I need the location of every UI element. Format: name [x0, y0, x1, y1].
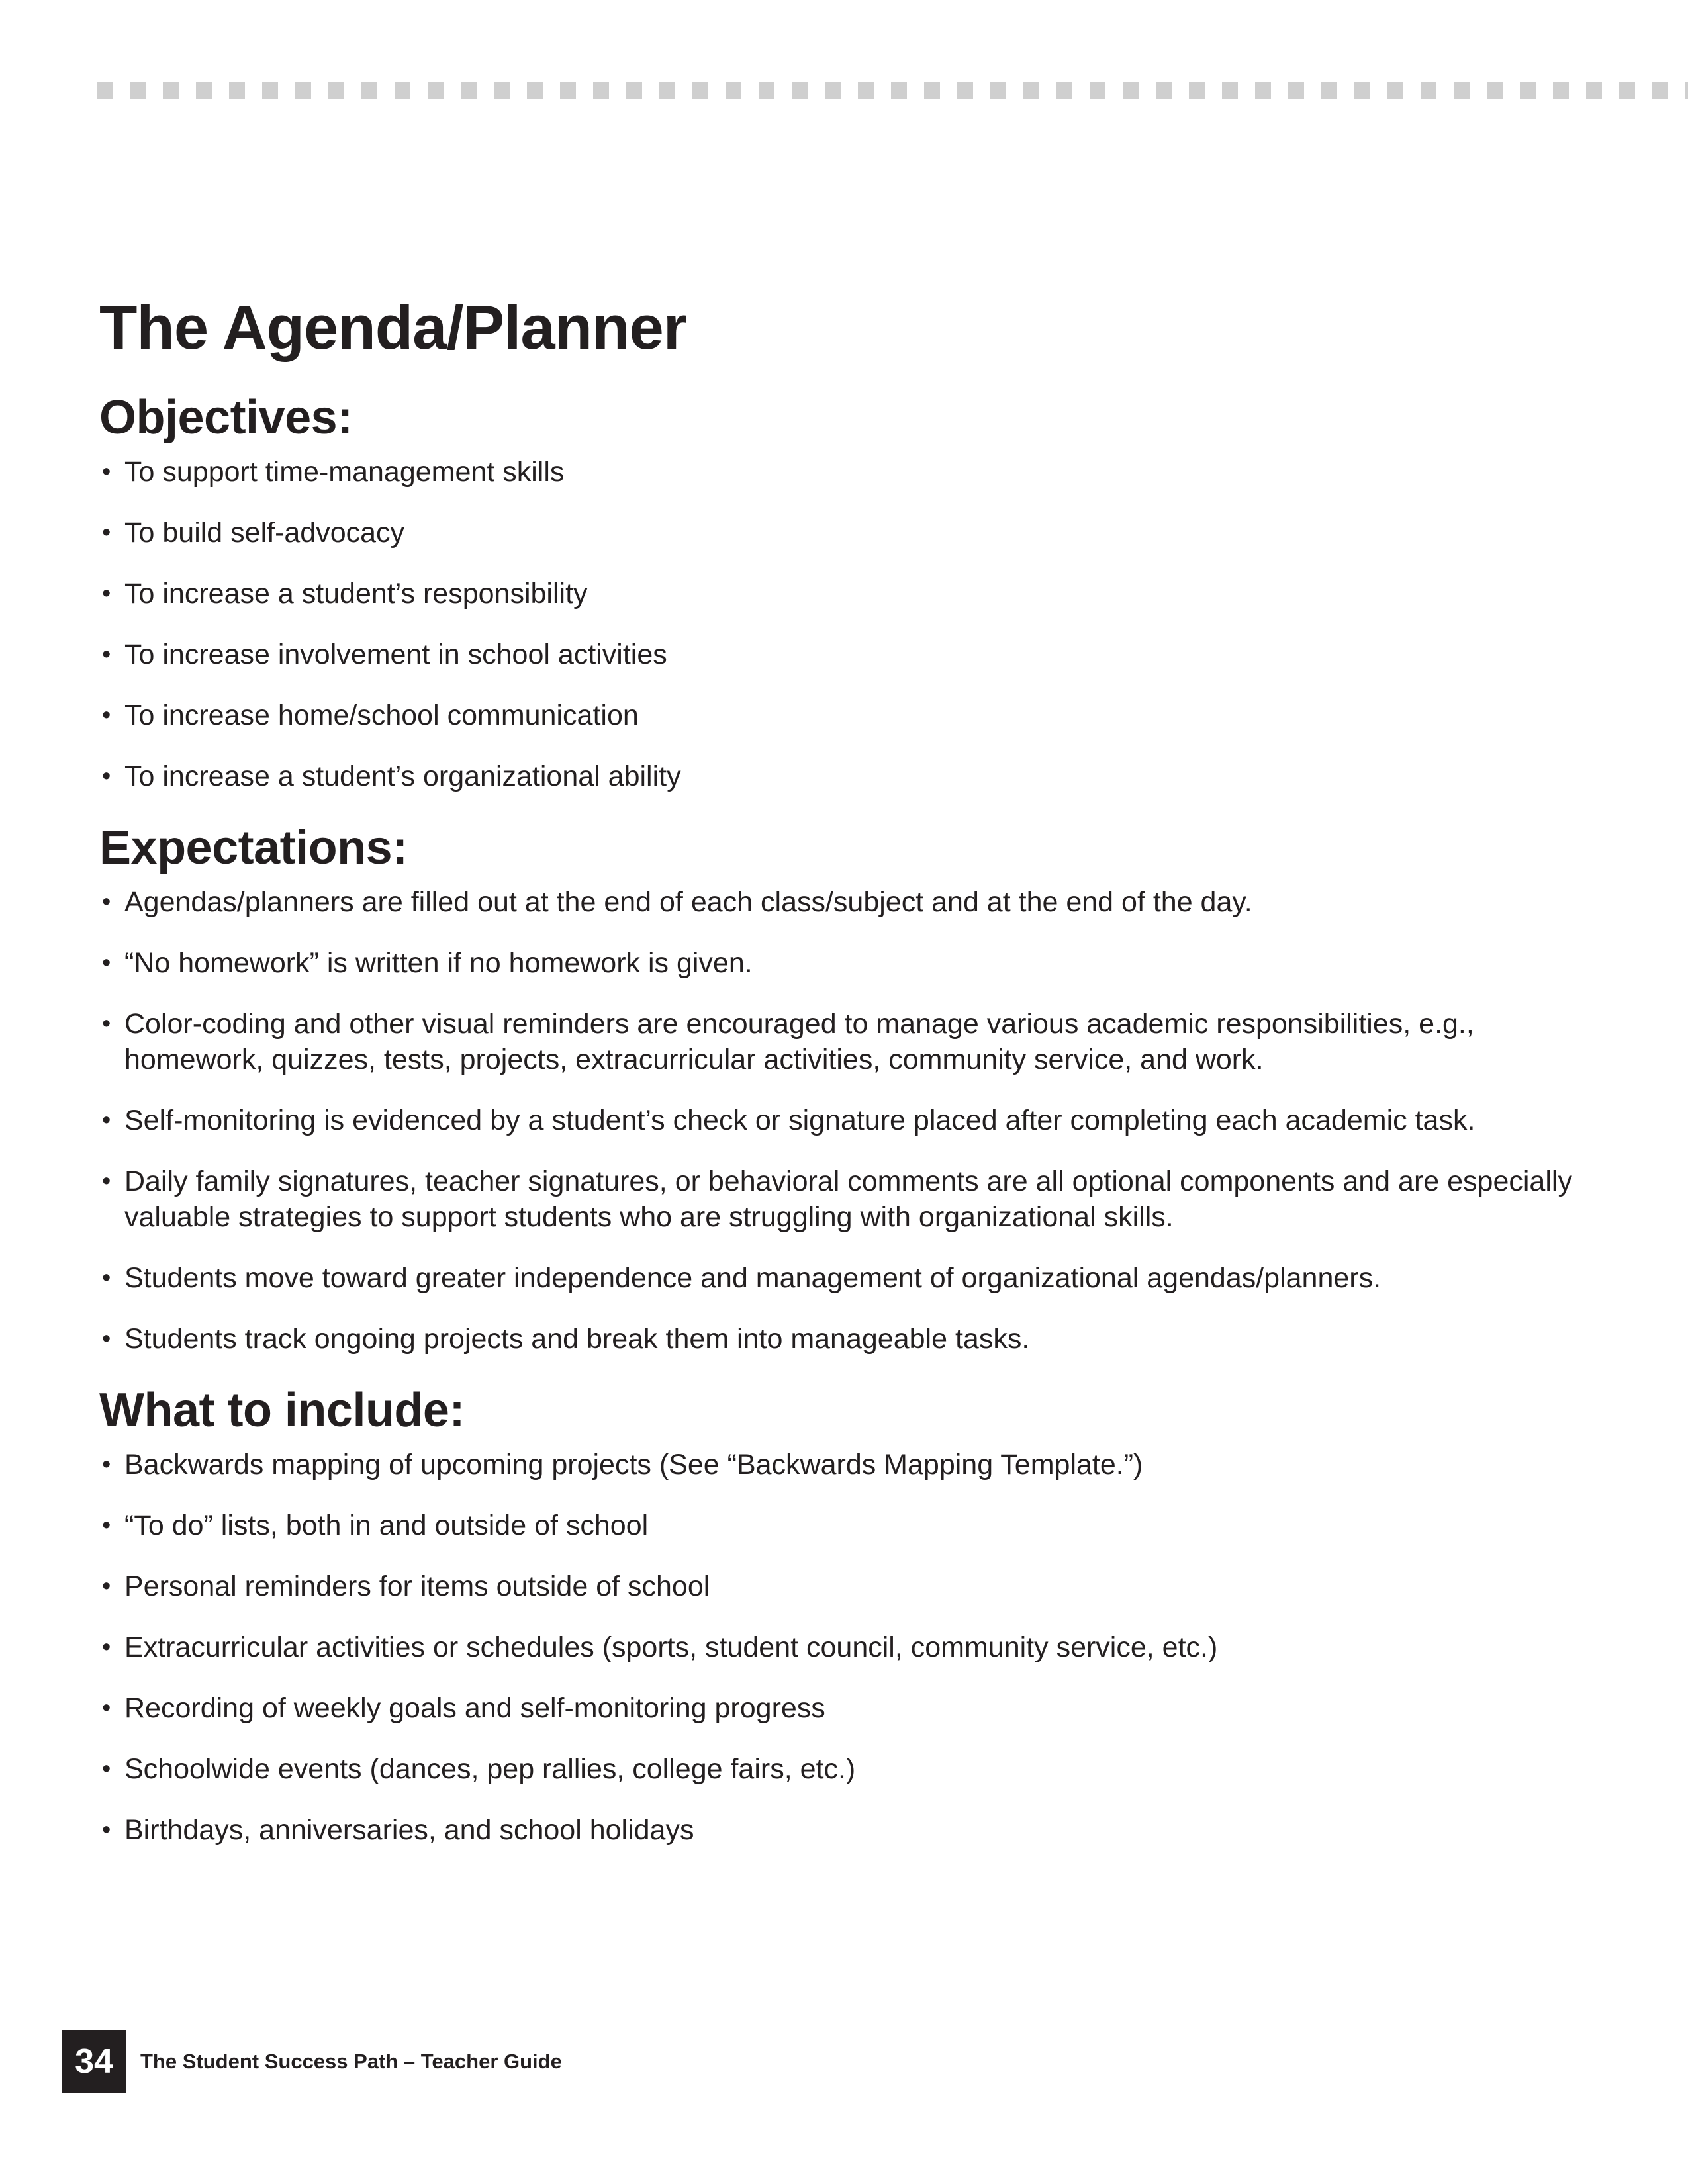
list-item: • Extracurricular activities or schedules (sports, student council, community service, etc.)	[99, 1629, 1589, 1665]
bullet-icon: •	[102, 1264, 111, 1292]
bullet-icon: •	[102, 1451, 111, 1479]
page-footer	[62, 2030, 562, 2093]
bullet-icon: •	[102, 762, 111, 790]
decorative-dotted-band	[97, 82, 1688, 99]
list-item: • Schoolwide events (dances, pep rallies, college fairs, etc.)	[99, 1751, 1589, 1787]
list-item: • Birthdays, anniversaries, and school holidays	[99, 1812, 1589, 1848]
list-item: • Students track ongoing projects and break them into manageable tasks.	[99, 1321, 1589, 1357]
bullet-icon: •	[102, 1816, 111, 1844]
objectives-list	[99, 454, 1589, 794]
page-title: The Agenda/Planner	[99, 293, 687, 362]
list-item: • To increase a student’s responsibility	[99, 576, 1589, 612]
bullet-icon: •	[102, 702, 111, 729]
bullet-icon: •	[102, 580, 111, 608]
bullet-icon: •	[102, 1633, 111, 1661]
document-body	[99, 291, 1589, 1873]
list-item: • To increase a student’s organizational ability	[99, 758, 1589, 794]
list-item: • Students move toward greater independence and management of organizational agendas/planners.	[99, 1260, 1589, 1296]
bullet-icon: •	[102, 458, 111, 486]
bullet-icon: •	[102, 1755, 111, 1783]
list-item: • Agendas/planners are filled out at the end of each class/subject and at the end of the day.	[99, 884, 1589, 920]
bullet-icon: •	[102, 1107, 111, 1134]
include-list	[99, 1447, 1589, 1848]
bullet-icon: •	[102, 519, 111, 547]
what-to-include-heading: What to include:	[99, 1384, 465, 1437]
page-number: 34	[62, 2030, 126, 2093]
bullet-icon: •	[102, 949, 111, 977]
expectations-heading: Expectations:	[99, 821, 408, 874]
list-item: • Recording of weekly goals and self-monitoring progress	[99, 1690, 1589, 1726]
bullet-icon: •	[102, 1572, 111, 1600]
list-item: • To support time-management skills	[99, 454, 1589, 490]
list-item: • To increase involvement in school activities	[99, 637, 1589, 672]
list-item: • To build self-advocacy	[99, 515, 1589, 551]
list-item: • To increase home/school communication	[99, 698, 1589, 733]
list-item: • Self-monitoring is evidenced by a student’s check or signature placed after completing each academic task.	[99, 1103, 1589, 1138]
list-item: • “To do” lists, both in and outside of school	[99, 1508, 1589, 1543]
bullet-icon: •	[102, 1325, 111, 1353]
list-item: • Color-coding and other visual reminders are encouraged to manage various academic responsibilities, e.g., homework, quizzes, tests, projects, extracurricular activities, community service, and work.	[99, 1006, 1589, 1077]
bullet-icon: •	[102, 888, 111, 916]
objectives-heading: Objectives:	[99, 391, 353, 444]
bullet-icon: •	[102, 1010, 111, 1038]
bullet-icon: •	[102, 1167, 111, 1195]
list-item: • “No homework” is written if no homework is given.	[99, 945, 1589, 981]
bullet-icon: •	[102, 1694, 111, 1722]
bullet-icon: •	[102, 641, 111, 668]
guide-title: The Student Success Path – Teacher Guide	[140, 2050, 562, 2073]
bullet-icon: •	[102, 1512, 111, 1539]
list-item: • Daily family signatures, teacher signatures, or behavioral comments are all optional components and are especially valuable strategies to support students who are struggling with organizational skills.	[99, 1163, 1589, 1235]
expectations-list	[99, 884, 1589, 1357]
list-item: • Personal reminders for items outside of school	[99, 1569, 1589, 1604]
list-item: • Backwards mapping of upcoming projects (See “Backwards Mapping Template.”)	[99, 1447, 1589, 1482]
